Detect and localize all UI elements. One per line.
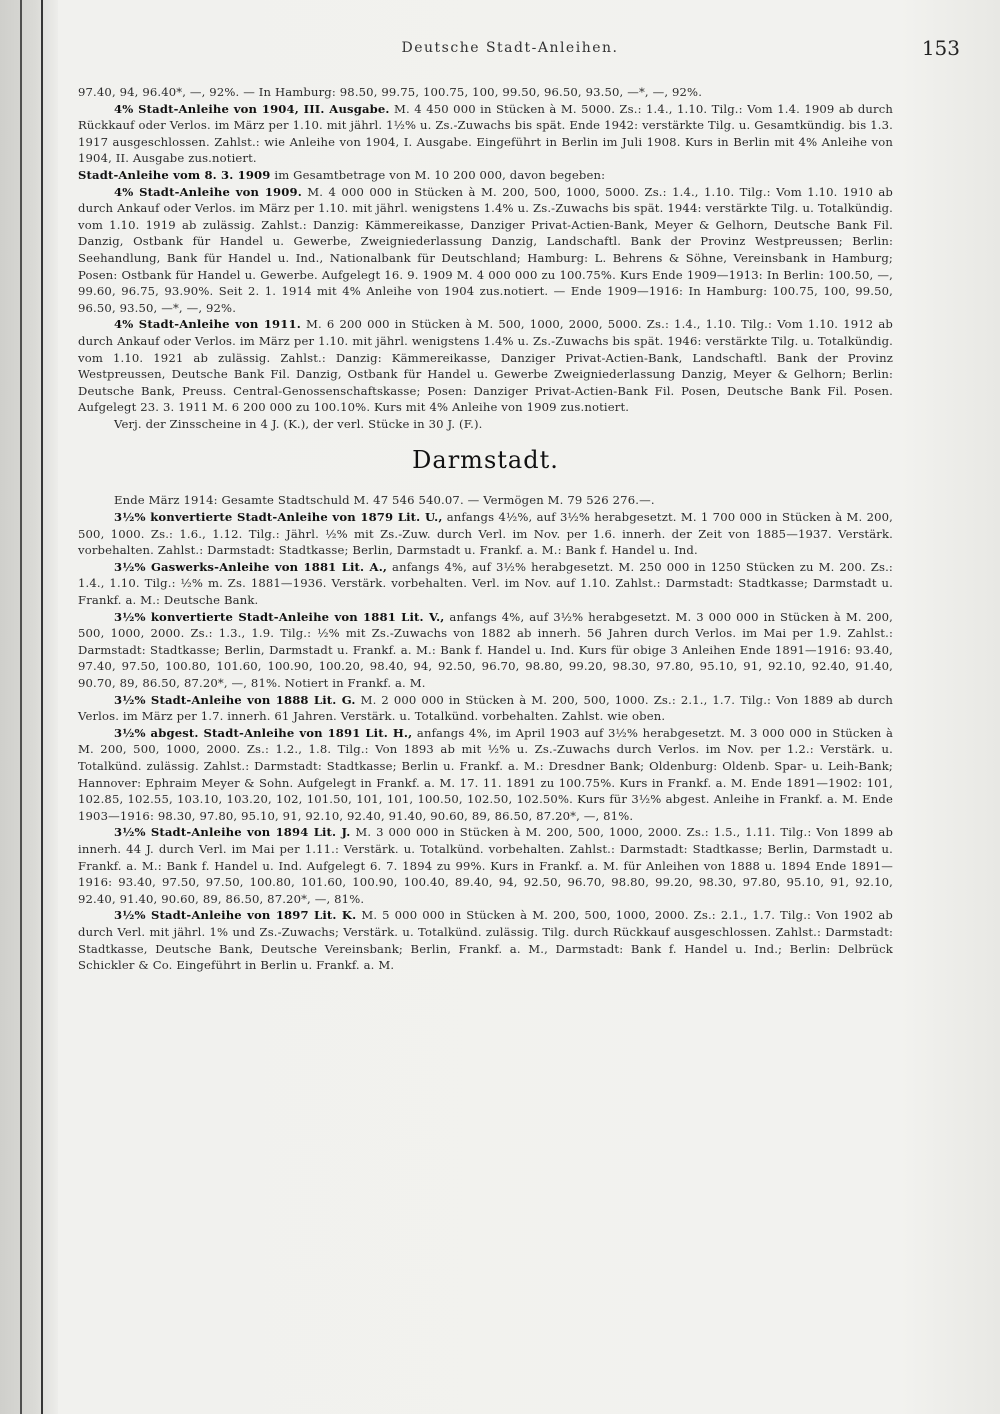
loan-details: M. 4 450 000 in Stücken à M. 5000. Zs.: 1.4., 1.10. Tilg.: Vom 1.4. 1909 ab durch Rückkauf oder Verlos. im März per 1.10. mit jährl. 1½% u. Zs.-Zuwachs bis spät. Ende 1942: verstärkte Tilg. u. Gesamtkündig. bis 1.3. 1917 ausgeschlossen. Zahlst.: wie Anleihe von 1904, I. Ausgabe. Eingeführt in Berlin im Juli 1908. Kurs in Berlin mit 4% Anleihe von 1904, II. Ausgabe zus.notiert. [78,101,893,166]
loan-entry [78,167,893,184]
page-number: 153 [921,36,960,60]
limitation-note: Verj. der Zinsscheine in 4 J. (K.), der verl. Stücke in 30 J. (F.). [114,416,483,431]
loan-entry [78,692,893,725]
page-header [60,36,960,60]
loan-details: anfangs 4%, im April 1903 auf 3½% herabgesetzt. M. 3 000 000 in Stücken à M. 200, 500, 1000, 2000. Zs.: 1.2., 1.8. Tilg.: Von 1893 ab mit ½% u. Zs.-Zuwachs durch Verlos. im Nov. per 1.2.: Verstärk. u. Totalkünd. zulässig. Zahlst.: Darmstadt: Stadtkasse; Berlin u. Frankf. a. M.: Dresdner Bank; Oldenburg: Oldenb. Spar- u. Leih-Bank; Hannover: Ephraim Meyer & Sohn. Aufgelegt in Frankf. a. M. 17. 11. 1891 zu 100.75%. Kurs in Frankf. a. M. Ende 1891—1902: 101, 102.85, 102.55, 103.10, 103.20, 102, 101.50, 101, 101, 100.50, 102.50, 102.50%. Kurs für 3½% abgest. Anleihe in Frankf. a. M. Ende 1903—1916: 98.30, 97.80, 95.10, 91, 92.10, 92.40, 91.40, 90.60, 89, 86.50, 87.20*, —, 81%. [78,725,894,823]
running-head: Deutsche Stadt-Anleihen. [401,40,619,56]
loan-title: 3½% Stadt-Anleihe von 1888 Lit. G. [114,692,356,707]
loan-details: M. 2 000 000 in Stücken à M. 200, 500, 1000. Zs.: 2.1., 1.7. Tilg.: Von 1889 ab durch Verlos. im März per 1.7. innerh. 61 Jahren. Verstärk. u. Totalkünd. vorbehalten. Zahlst. wie oben. [78,692,893,724]
loan-title: 4% Stadt-Anleihe von 1911. [114,317,301,332]
binding-edge-line [20,0,22,1414]
loan-title: Stadt-Anleihe vom 8. 3. 1909 [78,167,271,182]
loan-details: im Gesamtbetrage von M. 10 200 000, davon begeben: [274,167,606,182]
city-debt-summary: Ende März 1914: Gesamte Stadtschuld M. 47 546 540.07. — Vermögen M. 79 526 276.—. [114,493,655,508]
loan-entry [78,824,893,907]
loan-entry [78,907,893,973]
loan-entry [78,609,893,692]
loan-details: anfangs 4½%, auf 3½% herabgesetzt. M. 1 700 000 in Stücken à M. 200, 500, 1000. Zs.: 1.6., 1.12. Tilg.: Jährl. ½% mit Zs.-Zuw. durch Verl. im Nov. per 1.6. innerh. der Zeit von 1885—1937. Verstärk. vorbehalten. Zahlst.: Darmstadt: Stadtkasse; Berlin, Darmstadt u. Frankf. a. M.: Bank f. Handel u. Ind. [78,510,893,558]
loan-details: M. 4 000 000 in Stücken à M. 200, 500, 1000, 5000. Zs.: 1.4., 1.10. Tilg.: Vom 1.10. 1910 ab durch Ankauf oder Verlos. im März per 1.10. mit jährl. wenigstens 1.4% u. Zs.-Zuwachs bis spät. 1944: verstärkte Tilg. u. Totalkündig. vom 1.10. 1919 ab zulässig. Zahlst.: Danzig: Kämmereikasse, Danziger Privat-Actien-Bank, Meyer & Gelhorn, Deutsche Bank Fil. Danzig, Ostbank für Handel u. Gewerbe, Zweigniederlassung Danzig, Landschaftl. Bank der Provinz Westpreussen; Berlin: Seehandlung, Bank für Handel u. Ind., Nationalbank für Deutschland; Hamburg: L. Behrens & Söhne, Vereinsbank in Hamburg; Posen: Ostbank für Handel u. Gewerbe. Aufgelegt 16. 9. 1909 M. 4 000 000 zu 100.75%. Kurs Ende 1909—1913: In Berlin: 100.50, —, 99.60, 96.75, 93.90%. Seit 2. 1. 1914 mit 4% Anleihe von 1904 zus.notiert. — Ende 1909—1916: In Hamburg: 100.75, 100, 99.50, 96.50, 93.50, —*, —, 92%. [78,184,893,315]
loan-entry [78,509,893,559]
loan-entry [78,725,893,825]
loan-entry [78,316,893,416]
binding-edge-line [41,0,43,1414]
city-name: Darmstadt. [412,446,559,475]
binding-shadow [0,0,58,1414]
loan-title: 4% Stadt-Anleihe von 1909. [114,184,302,199]
danzig-continuation-paragraph: 97.40, 94, 96.40*, —, 92%. — In Hamburg: 98.50, 99.75, 100.75, 100, 99.50, 96.50, 93.50, —*, —, 92%. [78,85,703,99]
loan-title: 3½% Gaswerks-Anleihe von 1881 Lit. A., [114,559,388,574]
loan-details: anfangs 4%, auf 3½% herabgesetzt. M. 3 000 000 in Stücken à M. 200, 500, 1000, 2000. Zs.: 1.3., 1.9. Tilg.: ½% mit Zs.-Zuwachs von 1882 ab innerh. 56 Jahren durch Verlos. im Mai per 1.9. Zahlst.: Darmstadt: Stadtkasse; Berlin, Darmstadt u. Frankf. a. M.: Bank f. Handel u. Ind. Kurs für obige 3 Anleihen Ende 1891—1916: 93.40, 97.40, 97.50, 100.80, 101.60, 100.90, 100.20, 98.40, 94, 92.50, 96.70, 98.80, 99.20, 98.30, 97.80, 95.10, 91, 92.10, 92.40, 91.40, 90.70, 89, 86.50, 87.20*, —, 81%. Notiert in Frankf. a. M. [78,609,893,690]
page-body [78,84,893,974]
loan-details: anfangs 4%, auf 3½% herabgesetzt. M. 250 000 in 1250 Stücken zu M. 200. Zs.: 1.4., 1.10. Tilg.: ½% m. Zs. 1881—1936. Verstärk. vorbehalten. Verl. im Nov. auf 1.10. Zahlst.: Darmstadt: Stadtkasse; Darmstadt u. Frankf. a. M.: Deutsche Bank. [78,559,893,608]
loan-details: M. 5 000 000 in Stücken à M. 200, 500, 1000, 2000. Zs.: 2.1., 1.7. Tilg.: Von 1902 ab durch Verl. mit jährl. 1% und Zs.-Zuwachs; Verstärk. u. Totalkünd. zulässig. Tilg. durch Rückkauf ausgeschlossen. Zahlst.: Darmstadt: Stadtkasse, Deutsche Bank, Deutsche Vereinsbank; Berlin, Frankf. a. M., Darmstadt: Bank f. Handel u. Ind.; Berlin: Delbrück Schickler & Co. Eingeführt in Berlin u. Frankf. a. M. [78,908,893,973]
loan-title: 3½% Stadt-Anleihe von 1897 Lit. K. [114,908,357,923]
loan-title: 3½% konvertierte Stadt-Anleihe von 1879 Lit. U., [114,510,443,525]
loan-title: 3½% konvertierte Stadt-Anleihe von 1881 Lit. V., [114,609,445,624]
loan-details: M. 3 000 000 in Stücken à M. 200, 500, 1000, 2000. Zs.: 1.5., 1.11. Tilg.: Von 1899 ab innerh. 44 J. durch Verl. im Mai per 1.11.: Verstärk. u. Totalkünd. vorbehalten. Zahlst.: Darmstadt: Stadtkasse; Berlin, Darmstadt u. Frankf. a. M.: Bank f. Handel u. Ind. Aufgelegt 6. 7. 1894 zu 99%. Kurs in Frankf. a. M. für Anleihen von 1888 u. 1894 Ende 1891—1916: 93.40, 97.50, 97.50, 100.80, 101.60, 100.90, 100.40, 89.40, 94, 92.50, 96.70, 98.80, 99.20, 98.30, 97.80, 95.10, 91, 92.10, 92.40, 91.40, 90.60, 89, 86.50, 87.20*, —, 81%. [78,825,894,906]
city-section-heading [78,432,893,492]
loan-details: M. 6 200 000 in Stücken à M. 500, 1000, 2000, 5000. Zs.: 1.4., 1.10. Tilg.: Vom 1.10. 1912 ab durch Ankauf oder Verlos. im März per 1.10. mit jährl. wenigstens 1.4% u. Zs.-Zuwachs bis spät. 1946: verstärkte Tilg. u. Totalkündig. vom 1.10. 1921 ab zulässig. Zahlst.: Danzig: Kämmereikasse, Danziger Privat-Actien-Bank, Landschaftl. Bank der Provinz Westpreussen, Deutsche Bank Fil. Danzig, Ostbank für Handel u. Gewerbe Zweigniederlassung Danzig, Meyer & Gelhorn; Berlin: Deutsche Bank, Preuss. Central-Genossenschaftskasse; Posen: Danziger Privat-Actien-Bank Fil. Posen, Deutsche Bank Fil. Posen. Aufgelegt 23. 3. 1911 M. 6 200 000 zu 100.10%. Kurs mit 4% Anleihe von 1909 zus.notiert. [78,317,893,415]
loan-entry [78,559,893,609]
loan-title: 3½% abgest. Stadt-Anleihe von 1891 Lit. H., [114,725,413,740]
loan-title: 4% Stadt-Anleihe von 1904, III. Ausgabe. [114,101,390,116]
loan-title: 3½% Stadt-Anleihe von 1894 Lit. J. [114,825,351,840]
loan-entry [78,101,893,167]
loan-entry [78,184,893,317]
